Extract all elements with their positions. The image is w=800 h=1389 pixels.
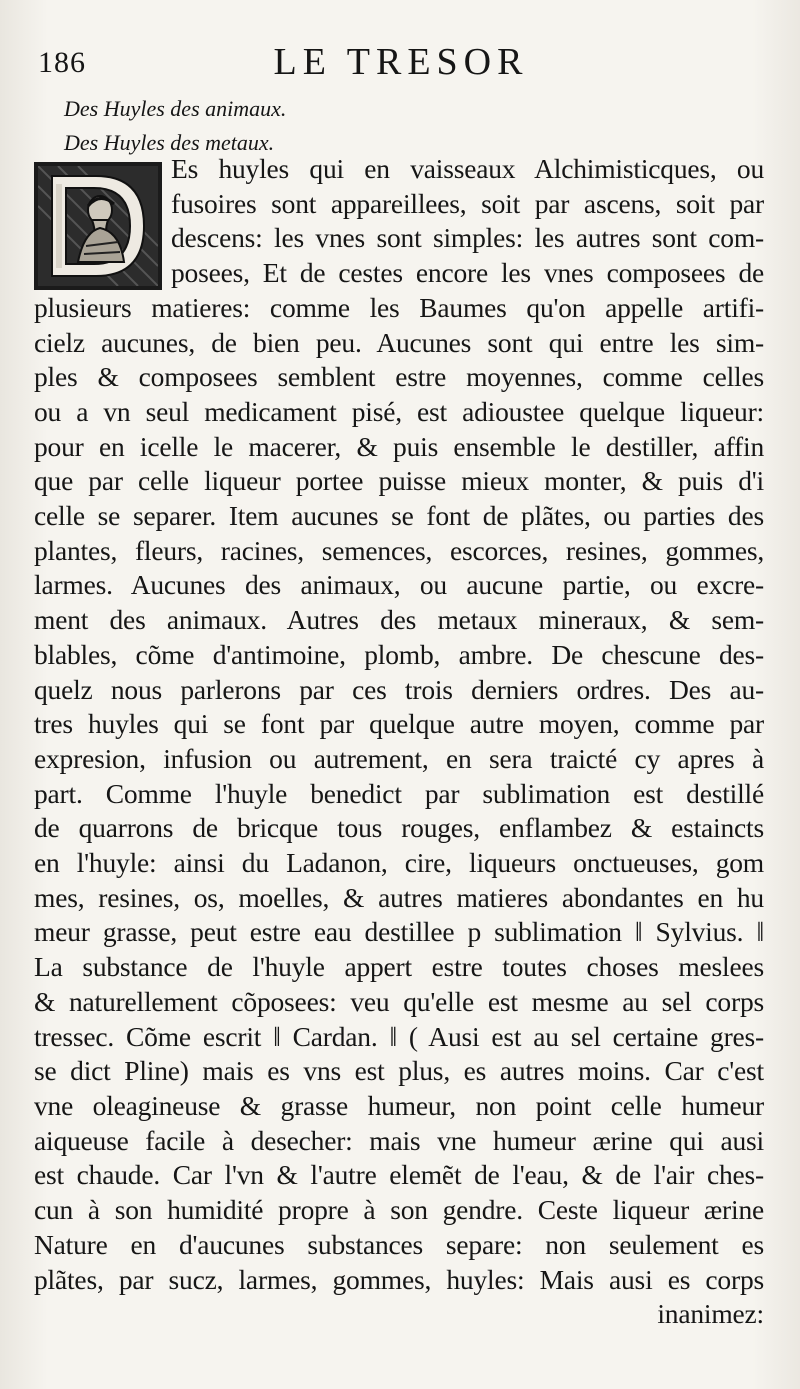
text-line: cun à son humidité propre à son gendre. Ceste liqueur ærine — [34, 1194, 764, 1226]
text-line: celle se separer. Item aucunes se font de plãtes, ou parties des — [34, 500, 764, 532]
text-line: ples & composees semblent estre moyennes, comme celles — [34, 361, 764, 393]
text-line: tressec. Cõme escrit ‖ Cardan. ‖ ( Ausi est au sel certaine gres- — [34, 1020, 764, 1052]
running-title: LE TRESOR — [273, 41, 529, 83]
initial-letter-portrait-icon — [34, 162, 162, 290]
body-text — [34, 152, 764, 1332]
text-line: plusieurs matieres: comme les Baumes qu'on appelle artifi- — [34, 291, 764, 323]
page-header — [38, 40, 764, 88]
text-line: est chaude. Car l'vn & l'autre elemẽt de l'eau, & de l'air ches- — [34, 1159, 764, 1191]
text-line: se dict Pline) mais es vns est plus, es autres moins. Car c'est — [34, 1055, 764, 1087]
text-line: pour en icelle le macerer, & puis ensemble le destiller, affin — [34, 430, 764, 462]
text-line: part. Comme l'huyle benedict par sublimation est destillé — [34, 777, 764, 809]
text-line: Nature en d'aucunes substances separe: non seulement es — [34, 1228, 764, 1260]
text-line: ou a vn seul medicament pisé, est adioustee quelque liqueur: — [34, 395, 764, 427]
text-line: tres huyles qui se font par quelque autre moyen, comme par — [34, 708, 764, 740]
page-number: 186 — [38, 46, 86, 79]
text-line: Es huyles qui en vaisseaux Alchimisticques, ou — [171, 153, 764, 184]
text-line: ment des animaux. Autres des metaux mineraux, & sem- — [34, 604, 764, 636]
text-line: mes, resines, os, moelles, & autres matieres abondantes en hu — [34, 881, 764, 913]
text-line: expresion, infusion ou autrement, en sera traicté cy apres à — [34, 742, 764, 774]
text-line: descens: les vnes sont simples: les autres sont com- — [171, 222, 764, 254]
text-line: aiqueuse facile à desecher: mais vne humeur ærine qui ausi — [34, 1124, 764, 1156]
text-line: cielz aucunes, de bien peu. Aucunes sont qui entre les sim- — [34, 326, 764, 358]
text-line: en l'huyle: ainsi du Ladanon, cire, liqueurs onctueuses, gom — [34, 847, 764, 879]
text-line: La substance de l'huyle appert estre toutes choses meslees — [34, 951, 764, 983]
text-line: plãtes, par sucz, larmes, gommes, huyles: Mais ausi es corps — [34, 1263, 764, 1295]
text-line: plantes, fleurs, racines, semences, escorces, resines, gommes, — [34, 534, 764, 566]
text-line: blables, cõme d'antimoine, plomb, ambre. De chescune des- — [34, 638, 764, 670]
catchword: inanimez: — [657, 1298, 764, 1330]
text-line: quelz nous parlerons par ces trois derniers ordres. Des au- — [34, 673, 764, 705]
text-line: posees, Et de cestes encore les vnes composees de — [171, 257, 764, 289]
text-line: vne oleagineuse & grasse humeur, non point celle humeur — [34, 1089, 764, 1121]
rubric-animal-oils: Des Huyles des animaux. — [64, 96, 287, 121]
text-lines — [34, 152, 764, 1332]
text-line: meur grasse, peut estre eau destillee p sublimation ‖ Sylvius. ‖ — [34, 916, 764, 948]
text-line: de quarrons de bricque tous rouges, enflambez & estaincts — [34, 812, 764, 844]
text-line: & naturellement cõposees: veu qu'elle est mesme au sel corps — [34, 985, 764, 1017]
text-line: que par celle liqueur portee puisse mieux monter, & puis d'i — [34, 465, 764, 497]
rubric-metal-oils: Des Huyles des metaux. — [64, 130, 275, 155]
marginal-rubrics — [64, 92, 286, 160]
text-line: larmes. Aucunes des animaux, ou aucune partie, ou excre- — [34, 569, 764, 601]
text-line: fusoires sont appareillees, soit par ascens, soit par — [171, 187, 764, 219]
